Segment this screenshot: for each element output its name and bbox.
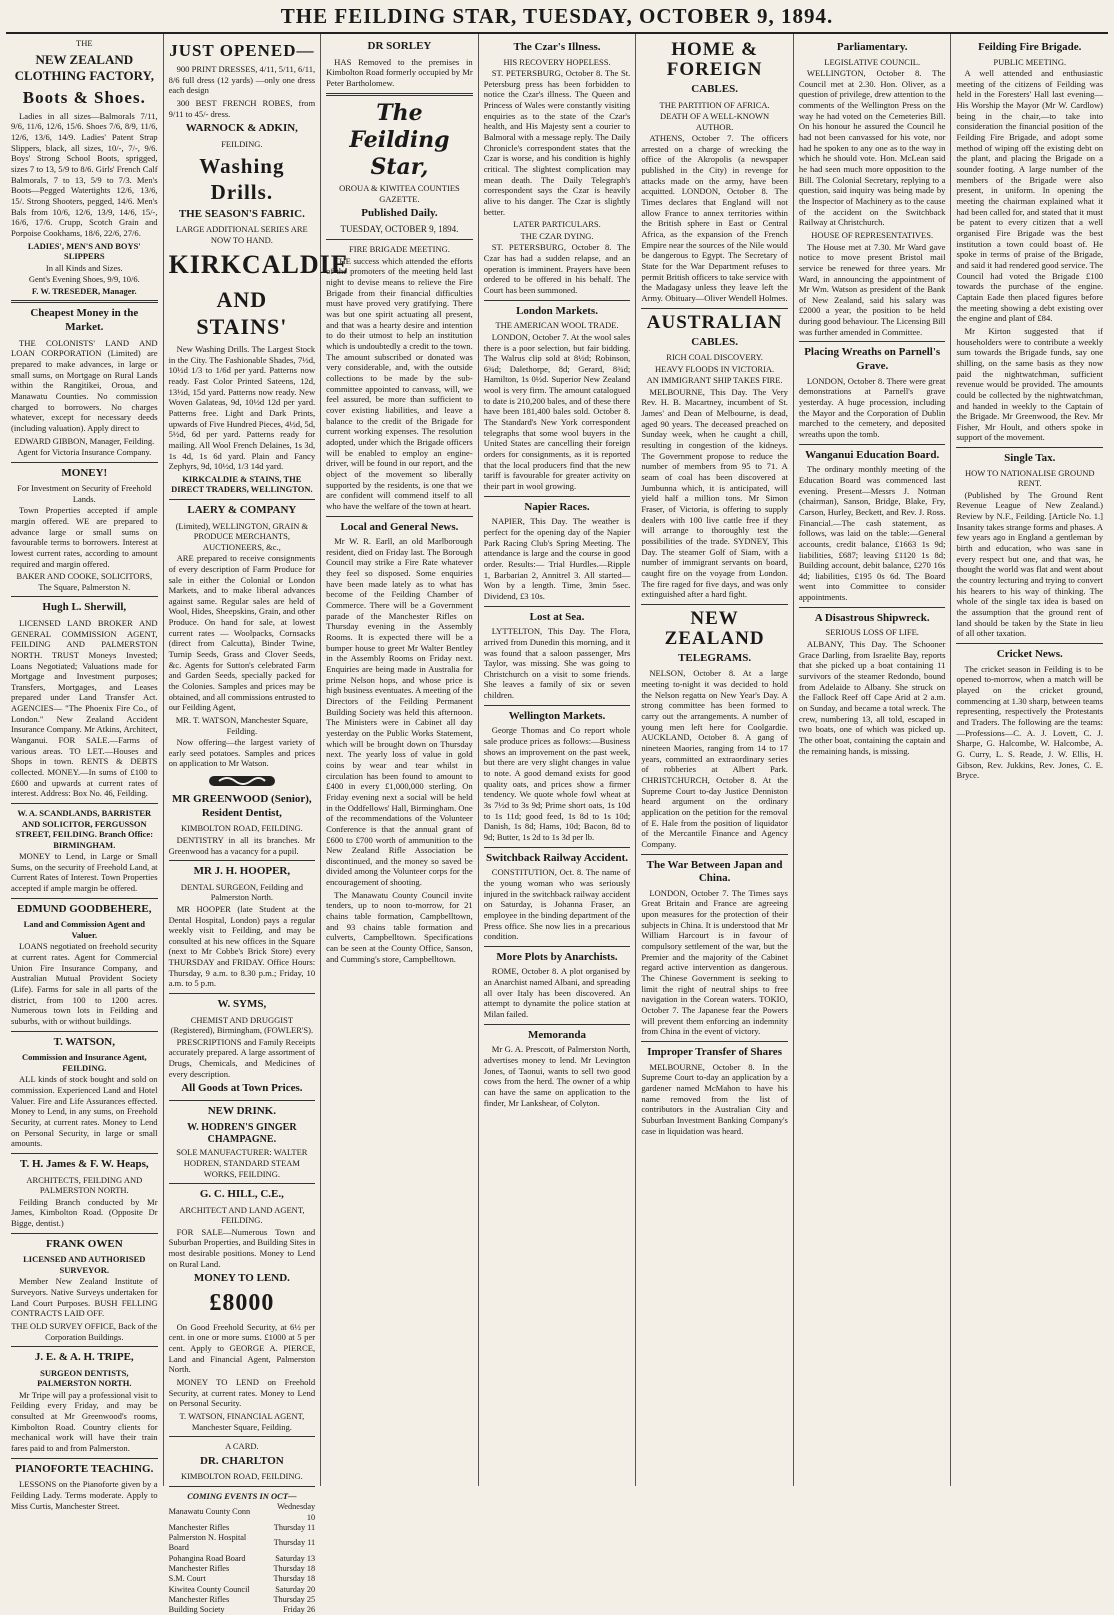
- sale-text: FOR SALE—Numerous Town and Suburban Properties, and Building Sites in most desirable positions. Money to Lend on Rural Land.: [168, 1226, 316, 1269]
- event-date: Thursday 18: [273, 1574, 316, 1584]
- rule: [169, 1436, 316, 1437]
- kirkcaldie-head: KIRKCALDIE: [168, 250, 350, 280]
- event-name: Palmerston N. Hospital Board: [168, 1533, 247, 1553]
- rule: [11, 803, 158, 804]
- parliamentary-head: Parliamentary.: [836, 41, 908, 53]
- event-row: [169, 1595, 316, 1605]
- published-daily: Published Daily.: [361, 207, 438, 220]
- tripe-sub: SURGEON DENTISTS, PALMERSTON NORTH.: [37, 1367, 132, 1389]
- public-meeting: PUBLIC MEETING.: [993, 56, 1067, 67]
- money-head: MONEY!: [61, 466, 108, 479]
- shipwreck-text: ALBANY, This Day. The Schooner Grace Darling, from Israelite Bay, reports that she picked up a boat containing 11 survivors of the steamer Redondo, bound from Adelaide to Albany. She struck on the Fallock Reef off Cape Arid at 2 a.m. on Sunday, and became a total wreck. The crew, numbering 13, all told, escaped in two boats, one of which was picked up. The other boat, containing the captain and the remaining hands, is missing.: [798, 638, 946, 756]
- event-row: [169, 1605, 316, 1615]
- new-drink: NEW DRINK.: [207, 1105, 276, 1118]
- wanganui-head: Wanganui Education Board.: [805, 448, 940, 461]
- rich-coal: RICH COAL DISCOVERY.: [666, 352, 763, 363]
- fire-brigade-head: Feilding Fire Brigade.: [978, 41, 1082, 53]
- napier-text: NAPIER, This Day. The weather is perfect for the opening day of the Napier Park Racing Club's Spring Meeting. The attendance is large and the course in good order. Results:— Trial Hurdles.—Ripple 1, Barbarian 2, Annitrel 3. All started—Won by a length. Time, 3min 5sec. Dividend, £3 10s.: [483, 516, 631, 601]
- sherwill-head: Hugh L. Sherwill,: [42, 601, 127, 614]
- syms-text: PRESCRIPTIONS and Family Receipts accurately prepared. A large assortment of Drugs, Chemicals, and Medicines of every description.: [168, 1036, 316, 1079]
- home-cables: CABLES.: [691, 82, 738, 95]
- event-name: Pohangina Road Board: [168, 1553, 246, 1563]
- rule: [484, 300, 631, 301]
- colonists-text: THE COLONISTS' LAND AND LOAN CORPORATION (Limited) are prepared to make advances, in large or small sums, on Mortgage on Rural Lands within the Rangitikei, Oroua, and Manawatu Counties. No commission charged to borrowers. No charges whatever, except for necessary deeds (including valuation). Apply direct to: [11, 337, 158, 433]
- event-date: Thursday 11: [273, 1522, 316, 1532]
- rule: [11, 1031, 158, 1032]
- season-fabric: THE SEASON'S FABRIC.: [178, 207, 305, 220]
- fire-meeting-head: FIRE BRIGADE MEETING.: [349, 244, 450, 255]
- laery-sub: (Limited), WELLINGTON, GRAIN & PRODUCE MERCHANTS, AUCTIONEERS, &c.,: [175, 520, 309, 552]
- rule: [956, 643, 1103, 644]
- single-tax-text: (Published by The Ground Rent Revenue League of New Zealand.) Review by N.F., Feilding. [Article No. 1.] Insanity takes strange forms and phases. A few years ago in England a gentleman by birth and education, who was sane in every respect but one, and that was, he thought the world was flat and went about the country lecturing and trying to convert his hearers to his way of thinking. The whole of the single tax idea is based on the assumption that the ground rent of land should be taken by the State in lieu of all other taxation.: [956, 489, 1104, 639]
- watson-text: ALL kinds of stock bought and sold on commission. Experienced Land and Hotel Valuer. Fire and Life Assurances effected. Money to Lend, in any sums, on Freehold Security, at current rates. Money to Lend on Personal Security, in large or small amounts.: [11, 1074, 158, 1149]
- london-sub: THE AMERICAN WOOL TRADE.: [495, 320, 619, 331]
- rule: [11, 596, 158, 597]
- kirkcaldie-footer: KIRKCALDIE & STAINS, THE DIRECT TRADERS, WELLINGTON.: [171, 473, 313, 495]
- laery-text: ARE prepared to receive consignments of every description of Farm Produce for sale in either the Colonial or London Markets, and to make liberal advances against same. Regular sales are held of Wool, Hides, Sheepskins, Grain, and other Produce. On hand for sale, at lowest current rates — Woolpacks, Cornsacks (direct from Calcutta), Binder Twine, Turnip Seeds, Grass and Clover Seeds, &c. Agents for Sutton's celebrated Farm and Garden Seeds, specially packed for the Colonies. Samples and prices may be obtained, and all commissions entrusted to our Feilding Agent,: [168, 553, 316, 713]
- home-text: ATHENS, October 7. The officers arrested on a charge of wrecking the office of the Akropolis (a newspaper published in the City) in revenge for attacks made on the army, have been acquitted. LONDON, October 8. The Times declares that England will not allow France to annex territories within the British sphere in East or Central Africa, as the expansion of the French Empire near the sources of the Nile would be dangerous to Egypt. The Secretary of State for the War Department refuses to permit British officers to take service with the Madagasy unless they leave left the Army. Obituary—Oliver Wendell Holmes.: [641, 133, 788, 303]
- sherwill-text: LICENSED LAND BROKER AND GENERAL COMMISSION AGENT, FEILDING AND PALMERSTON NORTH. TRUST Moneys Invested; Loans Negotiated; Valuations made for Mortgage and Investment purposes; Transfers, Mortgages, and Leases prepared under Land Transfer Act. AGENCIES— "The Phoenix Fire Co., of London." New Zealand Accident Insurance Company. Mr Atkins, Architect, Wanganui. FOR SALE.—Farms of various areas. TO LET.—Houses and Shops in town. RENTS & DEBTS collected. MONEY.—In sums of £100 to £600 and upwards at current rates of interest. Address: Box No. 46, Feilding.: [11, 617, 158, 799]
- money-sub: For Investment on Security of Freehold Lands.: [17, 483, 152, 504]
- fire-meeting-text: THE success which attended the efforts of the promoters of the meeting held last night to devise means to relieve the Fire Brigade from their financial difficulties must have proved very gratifying. There was but one spirit actuating all present, and that was a hearty desire and intention to do their utmost to help an institution which is undoubtedly a credit to the town. The amount subscribed or donated was very considerable, and, with the outside collections to be made by the sub-committee appointed to canvass, will, we feel assured, be more than sufficient to cover existing liabilities, and leave a balance to the credit of the Brigade for current working expenses. The resolution adopted, under which the Brigade officers will be enabled to employ an engine-driver, will be found in our report, and the object of the movement so liberally supported by the residents, is one that we are confident will commend itself to all who have the welfare of the town at heart.: [326, 255, 473, 511]
- czar-dying: THE CZAR DYING.: [520, 230, 594, 241]
- rule: [169, 1100, 316, 1101]
- rule: [169, 1486, 316, 1487]
- rule: [169, 499, 316, 500]
- memoranda-head: Memoranda: [528, 1028, 587, 1041]
- event-name: Manchester Rifles: [168, 1563, 230, 1573]
- money-to-lend: MONEY TO LEND.: [193, 1272, 290, 1285]
- charlton-card: A CARD.: [225, 1441, 259, 1452]
- event-row: [169, 1585, 316, 1595]
- james-sub: ARCHITECTS, FEILDING AND PALMERSTON NORTH.: [26, 1174, 143, 1196]
- james-text: Feilding Branch conducted by Mr James, Kimbolton Road. (Opposite Dr Bigge, dentist.): [11, 1196, 158, 1229]
- event-date: Thursday 11: [273, 1538, 316, 1548]
- switchback-text: CONSTITUTION, Oct. 8. The name of the young woman who was seriously injured in the switchback railway accident on Saturday, is Johanna Fraser, an employee in the binding department of the Press office. She now lies in a precarious condition.: [483, 867, 631, 942]
- nz-small: THE: [76, 38, 93, 48]
- australian-head: AUSTRALIAN: [646, 311, 783, 333]
- parnell-head: Placing Wreaths on Parnell's Grave.: [804, 346, 941, 373]
- rule: [11, 1346, 158, 1347]
- boots-items: Ladies in all sizes—Balmorals 7/11, 9/6, 11/6, 12/6, 15/6. Shoes 7/6, 8/9, 11/6, 12/6, 13/6, 14/9. Ladies' Patent Strap Slippers, black, all sizes, 10/-, 7/-, 9/6. Boys' Strong School Boots, sprigged, sizes 7 to 13, 5/9 to 8/6. Girls' French Calf Balmorals, 7 to 13, 5/9 to 7/3. Men's Boots—Pegged Watertights 12/6, 13/6, 15/. Strong Shooters, pegged, 14/6. Men's Bals from 10/6, 12/6, 13/9, 14/6, 15/-, 16/6, 17/6. Crupp, Scotch Grain and Porpoise Cookhams, 18/6, 22/6, 27/6.: [11, 110, 158, 239]
- sorley-head: DR SORLEY: [367, 40, 432, 52]
- fire-brigade-text: A well attended and enthusiastic meeting of the citizens of Feilding was held in the Foresters' Hall last evening—His Worship the Mayor (Mr W. Cardlow) being in the chair,—to take into consideration the financial position of the Feilding Fire Brigade, and adopt some method of wiping off the existing debt on the plant, and placing the Brigade on a sounder footing. A large number of the members of the Brigade were also present, in uniform. In opening the meeting the chairman explained what it had been called for, and stated that it must be patent to every citizen that a well organised Fire Brigade was the best institution a town could boast of. He spoke in terms of praise of the Brigade, and said it had rendered good service. The Council had voted the Brigade £100 towards the purchase of the engine. Captain Eade then placed figures before the meeting showing a debt existing over the engine and plant of £84.: [956, 68, 1104, 324]
- personal-text: MONEY TO LEND on Freehold Security, at current rates. Money to Lend on Personal Security.: [168, 1377, 316, 1409]
- memo-text: Mr G. A. Prescott, of Palmerston North, advertises money to lend. Mr Levington Jones, of Taonui, wants to sell two good cows from the herd. The owner of a whip can have the same on application to the finder, Mr Lankshear, of Colyton.: [483, 1044, 631, 1108]
- rule: [169, 860, 316, 861]
- event-row: [169, 1554, 316, 1564]
- column-6: [794, 34, 952, 1486]
- piano-head: PIANOFORTE TEACHING.: [15, 1462, 154, 1475]
- shipwreck-sub: SERIOUS LOSS OF LIFE.: [825, 627, 919, 638]
- rule: [11, 1458, 158, 1459]
- war-head: The War Between Japan and China.: [646, 858, 783, 885]
- gents-shoes: Gent's Evening Shoes, 9/9, 10/6.: [28, 274, 140, 285]
- czar-head: The Czar's Illness.: [513, 41, 601, 53]
- tripe-head: J. E. & A. H. TRIPE,: [34, 1351, 134, 1364]
- greenwood-text: DENTISTRY in all its branches. Mr Greenwood has a vacancy for a pupil.: [168, 834, 316, 856]
- goodbehere-head: EDMUND GOODBEHERE,: [17, 902, 152, 915]
- owen-sub: LICENSED AND AUTHORISED SURVEYOR.: [23, 1254, 146, 1275]
- event-row: [169, 1533, 316, 1554]
- james-head: T. H. James & F. W. Heaps,: [19, 1158, 149, 1171]
- legislative-council: LEGISLATIVE COUNCIL.: [824, 56, 921, 67]
- czar-later: LATER PARTICULARS.: [513, 219, 601, 230]
- cricket-text: The cricket season in Feilding is to be opened to-morrow, when a match will be played on the cricket ground, commencing at 1.30 sharp, between teams representing, respectively the Protestants and Traders. The following are the teams:—Professions—C. A. J. Lovett, C. J. Sharpe, G. Halcombe, W. Halcombe, A. G. Curry, L. S. Reade, J. W. Ellis, H. Gibson, Rev. Jukkins, Rev. Jones, C. E. Bryce.: [956, 663, 1104, 781]
- rule: [799, 341, 946, 342]
- wellington-text: George Thomas and Co report whole sale produce prices as follows:—Business shows an improvement on the past week, but there are very slight changes in value to note. A good demand exists for good quality oats, and prices show a firmer tendency. We quote whole fowl wheat at 3s 7½d to 3s 9d; Prime short oats, 1s 10d to 1s 11d; good feed, 1s 8d to 1s 10d; Danish, 1s 8d; Hams, 10d; Bacon, 8d to 9d; Butter, 1s 2d to 1s 3d per lb.: [483, 725, 631, 842]
- rule: [484, 1024, 631, 1025]
- home-foreign-head: HOME & FOREIGN: [666, 39, 763, 80]
- rule: [641, 604, 788, 605]
- death-author: DEATH OF A WELL-KNOWN AUTHOR.: [660, 111, 770, 132]
- eightk-text: On Good Freehold Security, at 6½ per cent. in one or more sums. £1000 at 5 per cent. Apply to GEORGE A. PIERCE, Land and Financial Agent, Palmerston North.: [168, 1321, 316, 1375]
- sorley-text: HAS Removed to the premises in Kimbolton Road formerly occupied by Mr Peter Bartholomew.: [326, 56, 473, 88]
- parl-text: WELLINGTON, October 8. The Council met at 2.30. Hon. Oliver, as a question of privilege, drew attention to the comments of the Wellington Press on the way he had voted on the Cemeteries Bill. On his honour he assured the Council he had not been canvassed for his vote, nor had he spoken to any one as to the way in which he should vote. Hon. McLean said he had seen much more opposition to the Bill. The Colonial Secretary, replying to a question, said inquiry was being made by the Inspector of Machinery as to the cause of the accident on the Switchback Railway at Christchurch.: [798, 68, 946, 228]
- heavy-floods: HEAVY FLOODS IN VICTORIA.: [655, 363, 775, 374]
- transfer-head: Improper Transfer of Shares: [647, 1045, 782, 1058]
- paper-sub: OROUA & KIWITEA COUNTIES GAZETTE.: [339, 183, 460, 204]
- event-date: Wednesday 10: [277, 1502, 316, 1522]
- rule: [326, 516, 473, 517]
- washing-drills: Washing Drills.: [199, 153, 285, 204]
- hooper-head: MR J. H. HOOPER,: [193, 865, 291, 878]
- just-opened: JUST OPENED—: [169, 41, 315, 60]
- column-2: [164, 34, 350, 1615]
- event-row: [169, 1502, 316, 1523]
- events-head: COMING EVENTS IN OCT—: [187, 1490, 297, 1501]
- wanganui-text: The ordinary monthly meeting of the Education Board was commenced last evening. Present—Messrs J. Notman (chairman), Sanson, Bridge, Blake, Fry, Carson, Hurley, Beckett, and Rev. J. Ross. Financial.—The cash statement, as follows, was laid on the table:—General accounts, credit balance, £1663 1s 9d; liabilities, £687; leaving £1120 1s 8d; Building account, debit balance, £270 16s 4d; liabilities, £195 0s 6d. The Board went into Committee to consider appointments.: [798, 464, 946, 603]
- scandlands-text: MONEY to Lend, in Large or Small Sums, on the security of Freehold Land, at Current Rates of Interest. Town Properties accepted if ample margin be offered.: [11, 851, 158, 894]
- rule: [484, 946, 631, 947]
- and-stains: AND STAINS': [196, 286, 288, 339]
- rule: [11, 1153, 158, 1154]
- plots-head: More Plots by Anarchists.: [496, 950, 618, 963]
- rule: [484, 606, 631, 607]
- house-text: The House met at 7.30. Mr Ward gave notice to move present Bristol mail service be renewed for three years. Mr Ward, in announcing the appointment of Mr Wm. Watson as president of the Bank of New Zealand, said his salary was £2000 a year, the position to be held during good behaviour. The Licensing Bill was further amended in Committee.: [798, 241, 946, 337]
- event-row: [169, 1574, 316, 1584]
- single-tax-head: Single Tax.: [1004, 452, 1056, 465]
- event-name: Manawatu County Conn: [168, 1507, 251, 1517]
- goodbehere-text: LOANS negotiated on freehold security at current rates. Agent for Commercial Union Fire Insurance Company, and Australian Mutual Provident Society (Life). Farms for sale in all parts of the district, from 100 to 1200 acres. Numerous town lots in Feilding and suburbs, with or without buildings.: [11, 941, 158, 1027]
- new-zealand-head: NEW ZEALAND: [664, 607, 765, 649]
- local-news-head: Local and General News.: [340, 520, 459, 533]
- event-name: S.M. Court: [168, 1574, 206, 1584]
- warnock-adkin: WARNOCK & ADKIN,: [185, 122, 298, 135]
- slippers-sub: In all Kinds and Sizes.: [45, 262, 123, 273]
- watson-sub: Commission and Insurance Agent, FEILDING.: [21, 1052, 147, 1073]
- czar-text: ST. PETERSBURG, October 8. The St. Petersburg press has been forbidden to notice the Czar's illness. The Queen and Princess of Wales were constantly visiting enquiries as to the state of the Czar's health, and His Majesty sent a courier to Balmoral with a message reply. The Daily Chronicle's correspondent states that the Czar is worse, and his condition is highly critical. The slightest complication may mean death. The Daily Telegraph's correspondent says the Czar is heavily alive to his danger. The Czar is slightly better.: [483, 68, 631, 217]
- gibbon: EDWARD GIBBON, Manager, Feilding.: [14, 435, 155, 446]
- kirkcaldie-text: New Washing Drills. The Largest Stock in the City. The Fashionable Shades, 7½d, 10½d 1/3 to 1/6d per yard. Patterns now ready. Fast Color Printed Sateens, 12d, 13½d, 15d yard. Patterns now ready. New Woven Galateas, 9d, 10½d 12d per yard. Patterns free. Light and Dark Prints, upwards of Five Hundred Pieces, 4½d, 5d, 5½d, 6d per yard. Patterns ready for mailing. All Wool French Delaines, 1s 3d, 1s 4d, 1s 6d yard. Plain and Fancy Zephyrs, 9d, 10½d, 1/3 14d yard.: [168, 344, 316, 472]
- event-date: Saturday 20: [275, 1584, 316, 1594]
- newspaper-columns: [6, 34, 1108, 1615]
- owen-text: Member New Zealand Institute of Surveyors. Native Surveys undertaken for Land Court Purposes. BUSH FELLING CONTRACTS LAID OFF.: [11, 1276, 158, 1319]
- goods-town: All Goods at Town Prices.: [181, 1082, 303, 1095]
- nz-text: NELSON, October 8. At a large meeting to-night it was decided to hold the Nelson regatta on New Year's Day. A strong committee has been formed to carry out the arrangements. A number of young men left here for Coolgardie. AUCKLAND, October 8. A gang of nineteen Maories, ranging from 14 to 17 years, committed an extraordinary series of robberies at Albert Park. CHRISTCHURCH, October 8. At the Supreme Court to-day Justice Denniston heard argument on the ordinary application on the petition for the removal of E. Hale from the position of liquidator of the Mercantile Finance and Agency Company.: [641, 668, 788, 849]
- scandlands-head: W. A. SCANDLANDS, BARRISTER AND SOLICITOR, FERGUSSON STREET, FEILDING. Branch Office: BIRMINGHAM.: [15, 808, 154, 850]
- single-tax-sub: HOW TO NATIONALISE GROUND RENT.: [964, 467, 1095, 489]
- event-date: Friday 26: [283, 1605, 316, 1615]
- slippers-head: LADIES', MEN'S AND BOYS' SLIPPERS: [27, 240, 141, 262]
- old-survey: THE OLD SURVEY OFFICE, Back of the Corporation Buildings.: [11, 1320, 158, 1342]
- charlton-head: DR. CHARLTON: [199, 1454, 284, 1467]
- issue-date: TUESDAY, OCTOBER 9, 1894.: [340, 224, 459, 235]
- fire-brigade-rest: Mr Kirton suggested that if householders were to contribute a weekly sum towards the Brigade funds, say one shilling, on the same basis as they now paid the nightwatchman, sufficient revenue would be provided. The amounts could be collected by the nightwatchman, and handed in weekly to the Captain of the Brigade. Mr Greenwood, the Rev. Mr Fisher, Mr Hoult, and others spoke in support of the movement.: [956, 325, 1104, 443]
- event-date: Saturday 13: [275, 1553, 316, 1563]
- rule: [11, 300, 158, 303]
- plots-text: ROME, October 8. A plot organised by an Anarchist named Albani, and spreading all over Italy has been discovered. An attempt to dynamite the police station at Milan failed.: [483, 966, 631, 1020]
- agent-victoria: Agent for Victoria Insurance Company.: [17, 447, 152, 458]
- rule: [956, 447, 1103, 448]
- event-name: Manchester Rifles: [168, 1522, 230, 1532]
- french-robes: 300 BEST FRENCH ROBES, from 9/11 to 45/- dress.: [168, 98, 316, 119]
- laery-now: Now offering—the largest variety of early seed potatoes. Samples and prices on application to Mr Watson.: [168, 737, 316, 769]
- rule: [484, 496, 631, 497]
- eight-thousand: £8000: [209, 1289, 275, 1316]
- dentist-cut-icon: [169, 773, 316, 789]
- laery-head: LAERY & COMPANY: [187, 503, 297, 516]
- large-additional: LARGE ADDITIONAL SERIES ARE NOW TO HAND.: [176, 224, 308, 245]
- watson-head: T. WATSON,: [53, 1035, 115, 1048]
- hooper-text: MR HOOPER (late Student at the Dental Hospital, London) pays a regular weekly visit to Feilding, and may be consulted at his new offices in the Square (next to Mr Cobbe's Brick Store) every THURSDAY and FRIDAY. Office Hours: Thursday, 9 a.m. to 8.30 p.m.; Friday, 10 a.m. to 5 p.m.: [168, 903, 316, 989]
- partition: THE PARTITION OF AFRICA.: [659, 99, 770, 110]
- greenwood-sub: KIMBOLTON ROAD, FEILDING.: [180, 823, 303, 834]
- transfer-text: MELBOURNE, October 8. In the Supreme Court to-day an application by a gardener named McMahon to have his name removed from the list of contributors in the Australian City and Suburban Investment Banking Company's case in liquidation was heard.: [641, 1061, 788, 1136]
- immigrant-ship: AN IMMIGRANT SHIP TAKES FIRE.: [646, 375, 783, 386]
- syms-head: W. SYMS,: [217, 998, 267, 1011]
- column-5: [636, 34, 794, 1486]
- cheapest-money: Cheapest Money in the Market.: [30, 307, 139, 333]
- event-row: [169, 1523, 316, 1533]
- greenwood-head: MR GREENWOOD (Senior), Resident Dentist,: [172, 793, 312, 819]
- lost-at-sea-head: Lost at Sea.: [529, 610, 585, 623]
- rule: [641, 308, 788, 309]
- napier-head: Napier Races.: [524, 500, 590, 513]
- hill-head: G. C. HILL, C.E.,: [199, 1188, 284, 1201]
- rule: [641, 1041, 788, 1042]
- event-name: Building Society: [168, 1605, 225, 1615]
- syms-sub: CHEMIST AND DRUGGIST (Registered), Birmingham, (FOWLER'S).: [170, 1014, 314, 1036]
- rule: [799, 607, 946, 608]
- london-text: LONDON, October 7. At the wool sales there is a poor selection, but fair bidding. The Walrus clip sold at 8½d; Robinson, 6¾d; Dalethorpe, 8d; Gerard, 8¾d; Hamilton, 1s 0½d. Superior New Zealand wool is very firm. The amount catalogued to date is 210,200 bales, and of these there have been 181,400 bales sold. October 8. The Standard's New York correspondent telegraphs that some wool buyers in the United States are cancelling their foreign orders for consignments, as it is reported that the local producers find that the new tariff is favourable for greater activity on their part in wool growing.: [483, 331, 631, 492]
- treseder: F. W. TRESEDER, Manager.: [31, 285, 137, 296]
- column-4: [479, 34, 637, 1486]
- piano-text: LESSONS on the Pianoforte given by a Feilding Lady. Terms moderate. Apply to Miss Curtis, Manchester Street.: [11, 1479, 158, 1511]
- shipwreck-head: A Disastrous Shipwreck.: [814, 611, 930, 624]
- aus-text: MELBOURNE, This Day. The Very Rev. H. B. Macartney, incumbent of St. James' and Dean of Melbourne, is dead, aged 90 years. The deceased preached on Sunday week, when he caught a chill, resulting in congestion of the kidneys. The Government propose to reduce the number of members from 95 to 71. A seam of coal has been discovered at Jumbunna which, it is anticipated, will yield half a million tons. Mr Simon Fraser, of Victoria, is offering to supply dealers with 100 live cattle free if they will arrange to thoroughly test the possibilities of the trade. SYDNEY, This Day. The steamer Golf of Siam, with a number of immigrant servants on board, caught fire on the voyage from London. The fire raged for five days, and was only extinguished after a hard fight.: [641, 386, 788, 600]
- rule: [641, 854, 788, 855]
- goodbehere-sub: Land and Commission Agent and Valuer.: [23, 919, 145, 940]
- london-markets-head: London Markets.: [516, 304, 598, 317]
- event-name: Kiwitea County Council: [168, 1584, 250, 1594]
- column-3: [321, 34, 479, 1486]
- rule: [11, 462, 158, 463]
- rule: [326, 93, 473, 96]
- hooper-sub: DENTAL SURGEON, Feilding and Palmerston North.: [180, 881, 303, 903]
- hill-sub: ARCHITECT AND LAND AGENT, FEILDING.: [179, 1204, 305, 1226]
- aus-cables: CABLES.: [691, 335, 738, 348]
- rule: [484, 705, 631, 706]
- events-table: [169, 1502, 316, 1615]
- czar-sub: HIS RECOVERY HOPELESS.: [503, 56, 611, 67]
- column-7: [951, 34, 1108, 1486]
- rule: [484, 847, 631, 848]
- lost-text: LYTTELTON, This Day. The Flora, arrived from Dunedin this morning, and it was found that a saloon passenger, Mrs Taylor, was missing. She was going to Christchurch on a visit to some friends. She leaves a family of six or seven children.: [483, 626, 631, 701]
- baker-cooke: BAKER AND COOKE, SOLICITORS, The Square, Palmerston N.: [16, 571, 153, 592]
- boots-head: Boots & Shoes.: [22, 87, 146, 107]
- cricket-head: Cricket News.: [996, 648, 1063, 660]
- warnock-sub: FEILDING.: [221, 138, 263, 149]
- paper-title: The Feilding Star,: [349, 99, 450, 181]
- rule: [169, 993, 316, 994]
- money-text: Town Properties accepted if ample margin offered. WE are prepared to advance large or small sums on favourable terms to borrowers. Interest at lowest current rates, according to amount required and margin offered.: [11, 505, 158, 569]
- owen-head: FRANK OWEN: [45, 1237, 123, 1250]
- rule: [11, 898, 158, 899]
- laery-agent: MR. T. WATSON, Manchester Square, Feilding.: [175, 715, 308, 736]
- czar-text2: ST. PETERSBURG, October 8. The Czar has had a sudden relapse, and an operation is imminent. Prayers have been ordered to be offered in his behalf. The Court has been summoned.: [483, 242, 631, 296]
- rule: [326, 239, 473, 240]
- local-news-text: Mr W. R. Earll, an old Marlborough resident, died on Friday last. The Borough Council may strike a Fire Rate whatever they feel so disposed. Some enquiries have been made lately as to what has become of the Feilding Chamber of Commerce. There will be a Government parade of the Manchester Rifles on Thursday evening in the Assembly Rooms. It is expected there will be a bumper house to greet Mr Walter Bentley in the Assembly Rooms on Friday next. Enquiries are being made in Australia for prime Nelson hops, and whose price is high business eventuates. A meeting of the Directors of the Feilding Permanent Building Society was held this afternoon. The Ministers were in Cabinet all day yesterday on the Public Works Statement, which will be brought down on Thursday next. The yearly loss of value in gold coins by wear and tear whilst in circulation has been found to amount to £400 in every £1,000,000 sterling. On Friday evening next a social will be held in the Oddfellows' Hall, Birmingham. One of the recommendations of the Volunteer Conference is that the annual grant of £600 to £700 worth of ammunition to the New Zealand Rifle Association be discontinued, and the money so saved be divided among the Volunteer corps for the encouragement of shooting.: [326, 536, 473, 888]
- event-row: [169, 1564, 316, 1574]
- sole-manufacturer: SOLE MANUFACTURER: WALTER HODREN, STANDARD STEAM WORKS, FEILDING.: [176, 1147, 308, 1179]
- event-date: Thursday 25: [273, 1594, 316, 1604]
- hodren-text: W. HODREN'S GINGER CHAMPAGNE.: [187, 1121, 297, 1146]
- rule: [799, 444, 946, 445]
- charlton-sub: KIMBOLTON ROAD, FEILDING.: [180, 1471, 303, 1482]
- spaces-text: The Manawatu County Council invite tenders, up to noon to-morrow, for 21 chains table formation, Campbelltown, and 93 chains table formation and culverts, Campbelltown. Specifications can be seen at the County Office, Sanson, and Cumming's store, Campbelltown.: [326, 889, 473, 964]
- tripe-text: Mr Tripe will pay a professional visit to Feilding every Friday, and may be consulted at Mr Greenwood's rooms, Kimbolton Road. Country clients for mechanical work will have their train fares paid to and from Palmerston.: [11, 1389, 158, 1454]
- nz-clothing-head: NEW ZEALAND CLOTHING FACTORY,: [14, 51, 155, 83]
- event-name: Manchester Rifles: [168, 1594, 230, 1604]
- event-date: Thursday 18: [273, 1563, 316, 1573]
- rule: [169, 1183, 316, 1184]
- parnell-text: LONDON, October 8. There were great demonstrations at Parnell's grave yesterday. A huge procession, including the Mayor and the Corporation of Dublin marched to the cemetery, and deposited wreaths upon the tomb.: [798, 375, 946, 439]
- wellington-markets-head: Wellington Markets.: [508, 709, 606, 722]
- masthead: THE FEILDING STAR, TUESDAY, OCTOBER 9, 1894.: [6, 0, 1108, 34]
- switchback-head: Switchback Railway Accident.: [485, 851, 629, 864]
- house-head: HOUSE OF REPRESENTATIVES.: [811, 230, 934, 240]
- watson-financial: T. WATSON, FINANCIAL AGENT, Manchester Square, Feilding.: [179, 1410, 305, 1432]
- column-1: [6, 34, 164, 1511]
- nz-telegrams: TELEGRAMS.: [678, 651, 752, 664]
- war-text: LONDON, October 7. The Times says Great Britain and France are agreeing upon measures for the protection of their subjects in China. It is understood that Mr William Harcourt is in favour of compulsory settlement of the war, but the Premier and the majority of the Cabinet regard active intervention as dangerous. The Chinese Government is seeking to limit the right of neutral ships to free navigation in the Corean waters. TOKIO, October 7. The Japanese fear the Powers will prevent them enforcing an indemnity from China in the event of victory.: [641, 887, 788, 1037]
- print-dresses: 900 PRINT DRESSES, 4/11, 5/11, 6/11, 8/6 full dress (12 yards) —only one dress each design: [168, 64, 316, 96]
- rule: [11, 1233, 158, 1234]
